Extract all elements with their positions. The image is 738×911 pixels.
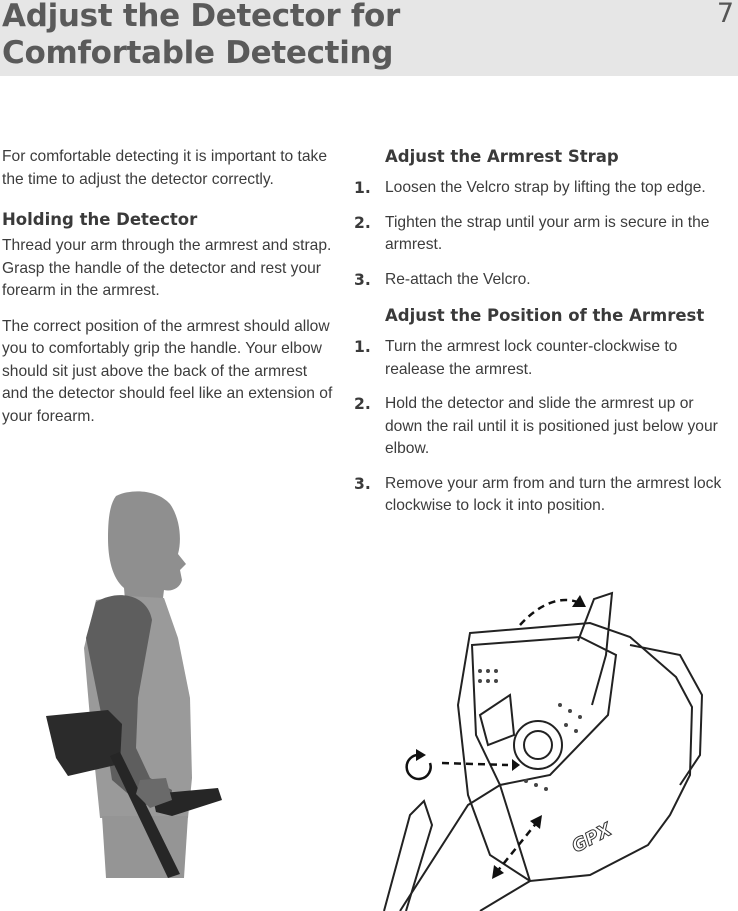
step-text: Loosen the Velcro strap by lifting the top edge. xyxy=(385,179,706,196)
list-item xyxy=(354,177,724,200)
armrest-lock-inner xyxy=(524,731,552,759)
strap-steps xyxy=(354,177,724,291)
rail-shape xyxy=(400,785,530,911)
left-column xyxy=(2,146,334,441)
intro-paragraph: For comfortable detecting it is important to take the time to adjust the detector correctly. xyxy=(2,148,328,188)
person-silhouette-illustration xyxy=(40,488,230,878)
lock-arrow xyxy=(442,763,508,765)
list-item xyxy=(354,393,724,461)
position-heading: Adjust the Position of the Armrest xyxy=(385,306,705,325)
step-number: 2. xyxy=(354,213,371,232)
armrest-rim xyxy=(472,637,616,785)
slide-arrow xyxy=(496,821,538,873)
armrest-cuff-shape xyxy=(46,710,122,776)
armrest-lock-dial xyxy=(514,721,562,769)
holding-heading: Holding the Detector xyxy=(2,210,198,229)
position-steps xyxy=(354,336,724,518)
arrow-head-icon xyxy=(530,815,542,829)
strap-flap xyxy=(578,593,612,705)
step-text: Tighten the strap until your arm is secure in the armrest. xyxy=(385,213,710,253)
right-column xyxy=(354,146,724,532)
strap-lift-arrow xyxy=(520,600,580,625)
step-text: Remove your arm from and turn the armrest lock clockwise to lock it into position. xyxy=(385,474,722,514)
head-shape xyxy=(108,491,186,612)
rail-end xyxy=(384,801,432,911)
holding-paragraph-2: The correct position of the armrest should allow you to comfortably grip the handle. Your elbow should sit just above the back of the armrest and the detector should feel like an extension of your forearm. xyxy=(2,317,333,425)
armrest-detector-illustration xyxy=(380,585,738,911)
list-item xyxy=(354,336,724,381)
rotate-counter-clockwise-icon xyxy=(407,749,431,779)
step-number: 1. xyxy=(354,179,371,197)
step-text: Turn the armrest lock counter-clockwise to realease the armrest. xyxy=(385,338,678,378)
step-number: 1. xyxy=(354,338,371,356)
page-title-line-1: Adjust the Detector for xyxy=(2,0,400,34)
detector-logo: GPX xyxy=(568,819,616,858)
step-text: Re-attach the Velcro. xyxy=(385,270,531,288)
page-number: 7 xyxy=(716,0,734,29)
step-text: Hold the detector and slide the armrest up or down the rail until it is positioned just below your elbow. xyxy=(385,395,718,457)
step-number: 3. xyxy=(354,270,371,289)
step-number: 3. xyxy=(354,474,371,493)
page-title xyxy=(2,0,400,72)
holding-paragraph-1: Thread your arm through the armrest and strap. Grasp the handle of the detector and rest your forearm in the armrest. xyxy=(2,237,332,299)
list-item xyxy=(354,269,724,292)
strap-heading: Adjust the Armrest Strap xyxy=(385,147,619,166)
arrow-head-icon xyxy=(492,865,504,879)
page-title-line-2: Comfortable Detecting xyxy=(2,35,394,71)
step-number: 2. xyxy=(354,395,371,413)
list-item xyxy=(354,212,724,257)
armrest-slot xyxy=(480,695,514,745)
list-item xyxy=(354,473,724,518)
